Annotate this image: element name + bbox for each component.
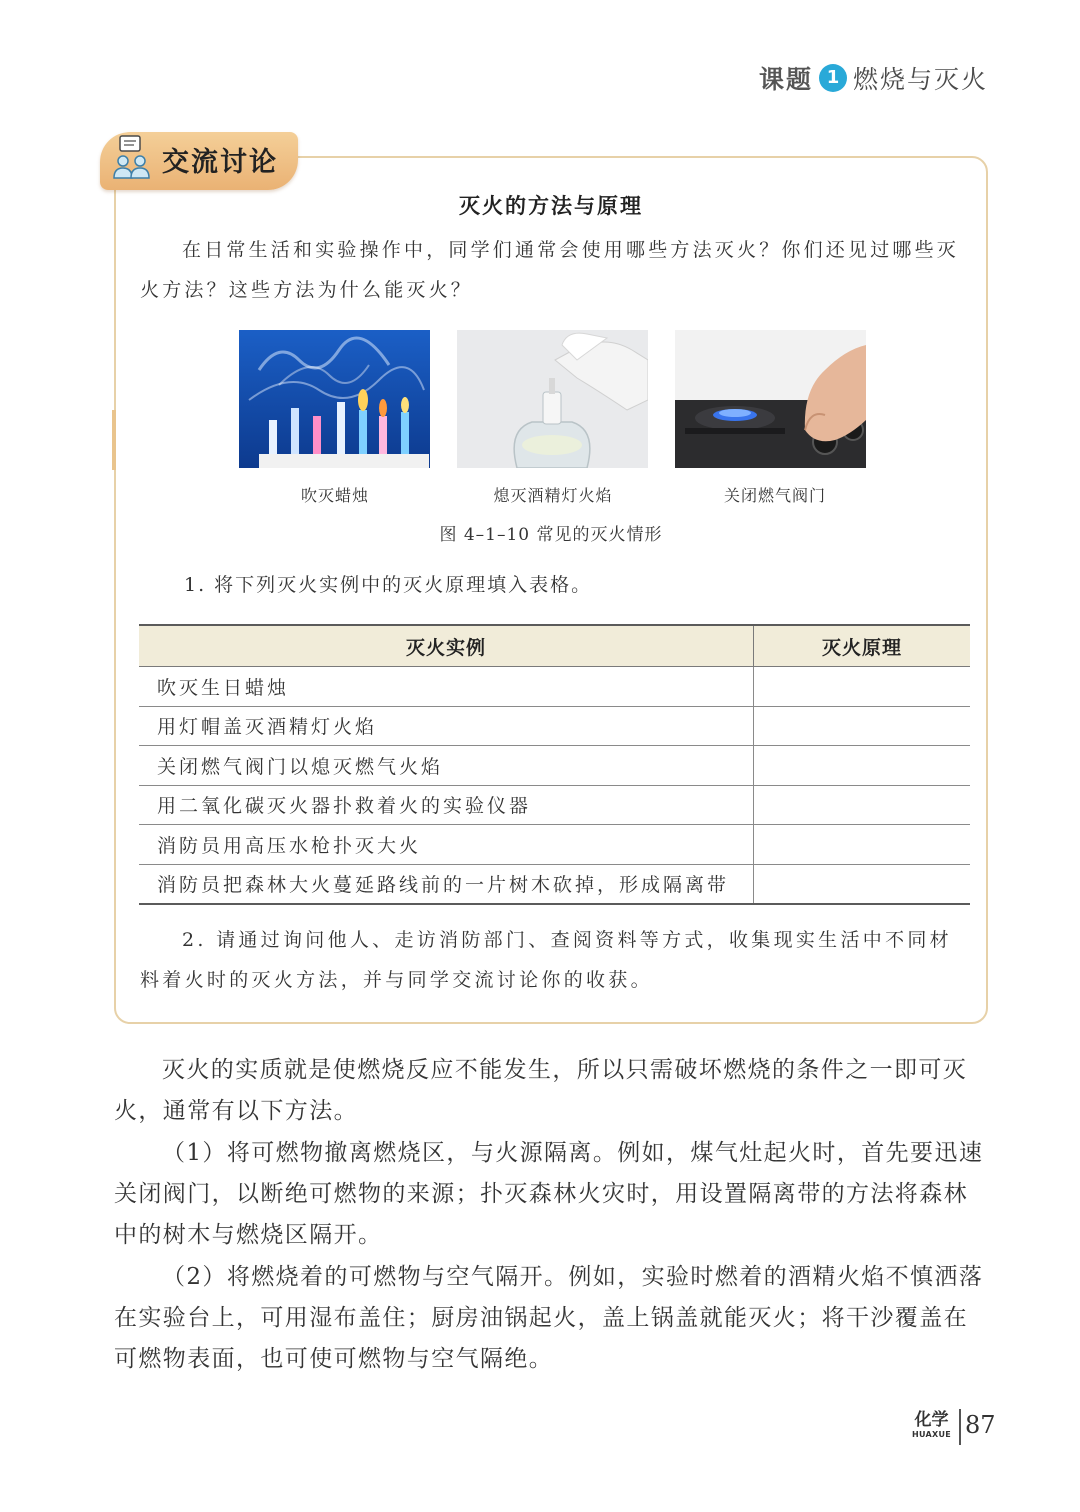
example-cell: 关闭燃气阀门以熄灭燃气火焰 xyxy=(139,746,754,786)
discussion-badge-label: 交流讨论 xyxy=(162,147,278,178)
lesson-label: 课题 xyxy=(758,65,813,94)
footer-divider xyxy=(959,1409,961,1445)
principle-answer-cell[interactable] xyxy=(754,706,971,746)
column-header-example: 灭火实例 xyxy=(139,625,754,667)
lesson-number-badge: 1 xyxy=(819,64,847,92)
page-number: 87 xyxy=(965,1411,996,1439)
table-header-row xyxy=(139,625,970,667)
decorative-tick xyxy=(112,410,116,470)
discussion-people-icon xyxy=(112,134,152,182)
subject-pinyin: HUAXUE xyxy=(912,1430,952,1439)
subject-name: 化学 xyxy=(914,1410,949,1430)
running-header xyxy=(759,60,988,96)
table-row xyxy=(139,706,970,746)
table-row xyxy=(139,864,970,904)
example-cell: 用二氧化碳灭火器扑救着火的实验仪器 xyxy=(139,785,754,825)
question-2: 2. 请通过询问他人、走访消防部门、查阅资料等方式，收集现实生活中不同材料着火时的灭火方法，并与同学交流讨论你的收获。 xyxy=(140,929,952,991)
principle-answer-cell[interactable] xyxy=(754,746,971,786)
photo-alcohol-lamp xyxy=(457,330,648,468)
principle-answer-cell[interactable] xyxy=(754,864,971,904)
photo-caption: 吹灭蜡烛 xyxy=(300,486,369,505)
photo-caption: 熄灭酒精灯火焰 xyxy=(493,486,613,505)
table-row xyxy=(139,785,970,825)
principle-answer-cell[interactable] xyxy=(754,667,971,707)
example-cell: 消防员用高压水枪扑灭大火 xyxy=(139,825,754,865)
figure-caption: 图 4–1–10 常见的灭火情形 xyxy=(439,525,663,545)
example-cell: 用灯帽盖灭酒精灯火焰 xyxy=(139,706,754,746)
principle-answer-cell[interactable] xyxy=(754,825,971,865)
table-row xyxy=(139,825,970,865)
body-paragraph: （2）将燃烧着的可燃物与空气隔开。例如，实验时燃着的酒精火焰不慎洒落在实验台上，可用湿布盖住；厨房油锅起火，盖上锅盖就能灭火；将干沙覆盖在可燃物表面，也可使可燃物与空气隔绝。 xyxy=(114,1264,984,1372)
example-cell: 吹灭生日蜡烛 xyxy=(139,667,754,707)
body-paragraph: 灭火的实质就是使燃烧反应不能发生，所以只需破坏燃烧的条件之一即可灭火，通常有以下方法。 xyxy=(114,1057,968,1124)
principle-answer-cell[interactable] xyxy=(754,785,971,825)
discussion-title: 灭火的方法与原理 xyxy=(459,194,643,218)
column-header-principle: 灭火原理 xyxy=(754,625,971,667)
body-paragraph: （1）将可燃物撤离燃烧区，与火源隔离。例如，煤气灶起火时，首先要迅速关闭阀门，以断绝可燃物的来源；扑灭森林火灾时，用设置隔离带的方法将森林中的树木与燃烧区隔开。 xyxy=(114,1140,984,1248)
table-row xyxy=(139,746,970,786)
discussion-question: 在日常生活和实验操作中，同学们通常会使用哪些方法灭火？你们还见过哪些灭火方法？这些方法为什么能灭火？ xyxy=(140,239,960,301)
photo-gas-valve xyxy=(675,330,866,468)
example-cell: 消防员把森林大火蔓延路线前的一片树木砍掉，形成隔离带 xyxy=(139,864,754,904)
table-row xyxy=(139,667,970,707)
photo-blow-candles xyxy=(239,330,430,468)
footer-subject xyxy=(912,1411,951,1441)
question-1: 1. 将下列灭火实例中的灭火原理填入表格。 xyxy=(184,574,593,596)
photo-caption: 关闭燃气阀门 xyxy=(723,486,826,505)
fire-extinguishing-table xyxy=(139,624,970,905)
topic-title: 燃烧与灭火 xyxy=(852,65,988,94)
